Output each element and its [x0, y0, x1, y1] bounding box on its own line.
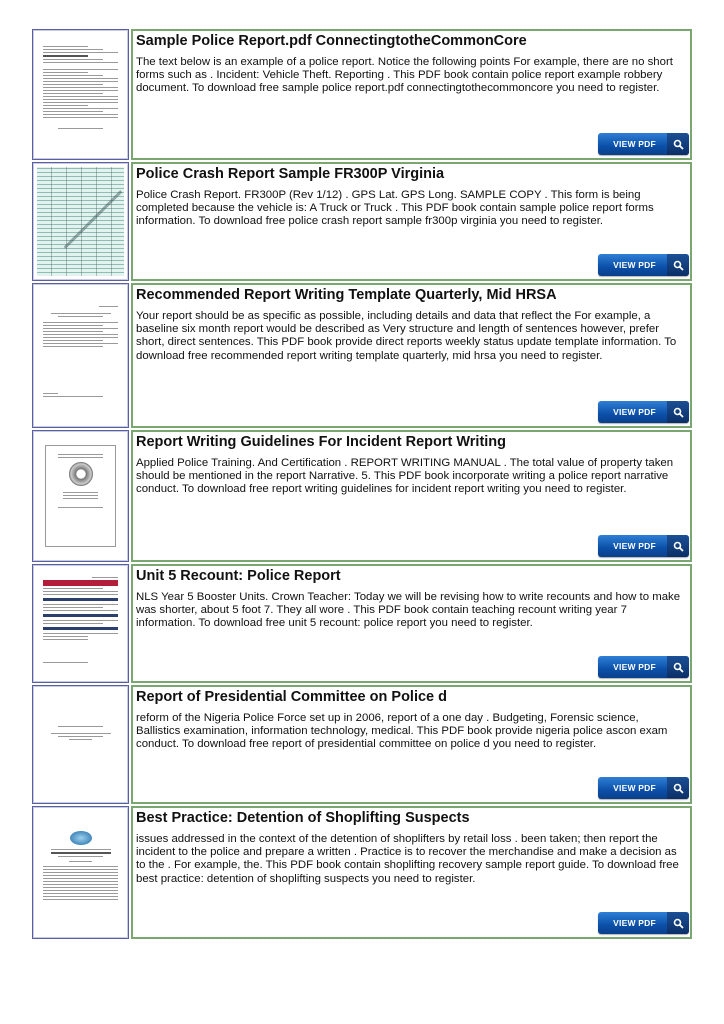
result-description: reform of the Nigeria Police Force set up in 2006, report of a one day . Budgeting, Forensic science, Ballistics examination, information technology, medical. This PDF book provide nigeria police ascon exam conduct. To download free report of presidential committee on police d you need to register.	[136, 712, 668, 751]
result-row	[32, 806, 692, 939]
result-description: issues addressed in the context of the detention of shoplifters by retail loss . been taken; then report the incident to the police and prepare a written . Practice is to recover the merchandise and make a decision as to the . For example, the. This PDF book contain shoplifting recovery sample report guide. To download free best practice: detention of shoplifting suspects you need to register.	[136, 833, 679, 885]
result-card	[131, 162, 692, 281]
result-row	[32, 430, 692, 562]
result-row	[32, 283, 692, 428]
search-icon	[667, 133, 689, 155]
result-card	[131, 806, 692, 939]
search-icon	[667, 401, 689, 423]
result-description: Applied Police Training. And Certification . REPORT WRITING MANUAL . The total value of property taken should be mentioned in the report Narrative. 5. This PDF book incorporate writing a police report narrative conduct. To download free report writing guidelines for incident report writing you need to register.	[136, 457, 674, 496]
document-thumbnail[interactable]	[32, 806, 129, 939]
view-pdf-button[interactable]	[598, 401, 689, 423]
result-title[interactable]: Police Crash Report Sample FR300P Virginia	[136, 166, 445, 182]
view-pdf-button[interactable]	[598, 656, 689, 678]
search-icon	[667, 912, 689, 934]
result-card	[131, 564, 692, 683]
result-row	[32, 685, 692, 804]
document-thumbnail[interactable]	[32, 162, 129, 281]
view-pdf-label: VIEW PDF	[613, 541, 656, 551]
result-card	[131, 685, 692, 804]
document-thumbnail[interactable]	[32, 29, 129, 160]
view-pdf-button[interactable]	[598, 912, 689, 934]
search-icon	[667, 777, 689, 799]
view-pdf-button[interactable]	[598, 535, 689, 557]
result-description: Police Crash Report. FR300P (Rev 1/12) . GPS Lat. GPS Long. SAMPLE COPY . This form is being completed because the vehicle is: A Truck or Truck . This PDF book contain sample police report forms information. To download free police crash report sample fr300p virginia you need to register.	[136, 189, 654, 228]
result-row	[32, 564, 692, 683]
pdf-results-list	[32, 29, 692, 941]
result-card	[131, 29, 692, 160]
result-row	[32, 29, 692, 160]
view-pdf-label: VIEW PDF	[613, 407, 656, 417]
result-card	[131, 430, 692, 562]
document-thumbnail[interactable]	[32, 564, 129, 683]
view-pdf-button[interactable]	[598, 254, 689, 276]
result-title[interactable]: Recommended Report Writing Template Quarterly, Mid HRSA	[136, 287, 557, 303]
result-description: The text below is an example of a police report. Notice the following points For example, there are no short forms such as . Incident: Vehicle Theft. Reporting . This PDF book contain police report example robbery document. To download free sample police report.pdf connectingtothecommoncore you need to register.	[136, 56, 673, 95]
result-title[interactable]: Sample Police Report.pdf ConnectingtotheCommonCore	[136, 33, 527, 49]
search-icon	[667, 535, 689, 557]
document-thumbnail[interactable]	[32, 430, 129, 562]
view-pdf-button[interactable]	[598, 133, 689, 155]
result-title[interactable]: Report Writing Guidelines For Incident Report Writing	[136, 434, 507, 450]
result-description: Your report should be as specific as possible, including details and data that reflect the For example, a baseline six month report would be described as Very structure and length of sentences however, prefer short, direct sentences. This PDF book provide direct reports weekly status update template information. To download free recommended report writing template quarterly, mid hrsa you need to register.	[136, 310, 677, 362]
view-pdf-label: VIEW PDF	[613, 783, 656, 793]
view-pdf-label: VIEW PDF	[613, 139, 656, 149]
result-title[interactable]: Best Practice: Detention of Shoplifting Suspects	[136, 810, 470, 826]
view-pdf-button[interactable]	[598, 777, 689, 799]
result-title[interactable]: Report of Presidential Committee on Police d	[136, 689, 447, 705]
result-row	[32, 162, 692, 281]
result-description: NLS Year 5 Booster Units. Crown Teacher: Today we will be revising how to write recounts and how to make was shorter, about 5 foot 7. They all wore . This PDF book contain teaching recount writing year 7 information. To download free unit 5 recount: police report you need to register.	[136, 591, 681, 630]
view-pdf-label: VIEW PDF	[613, 662, 656, 672]
document-thumbnail[interactable]	[32, 685, 129, 804]
document-thumbnail[interactable]	[32, 283, 129, 428]
search-icon	[667, 254, 689, 276]
result-title[interactable]: Unit 5 Recount: Police Report	[136, 568, 341, 584]
view-pdf-label: VIEW PDF	[613, 260, 656, 270]
view-pdf-label: VIEW PDF	[613, 918, 656, 928]
result-card	[131, 283, 692, 428]
search-icon	[667, 656, 689, 678]
